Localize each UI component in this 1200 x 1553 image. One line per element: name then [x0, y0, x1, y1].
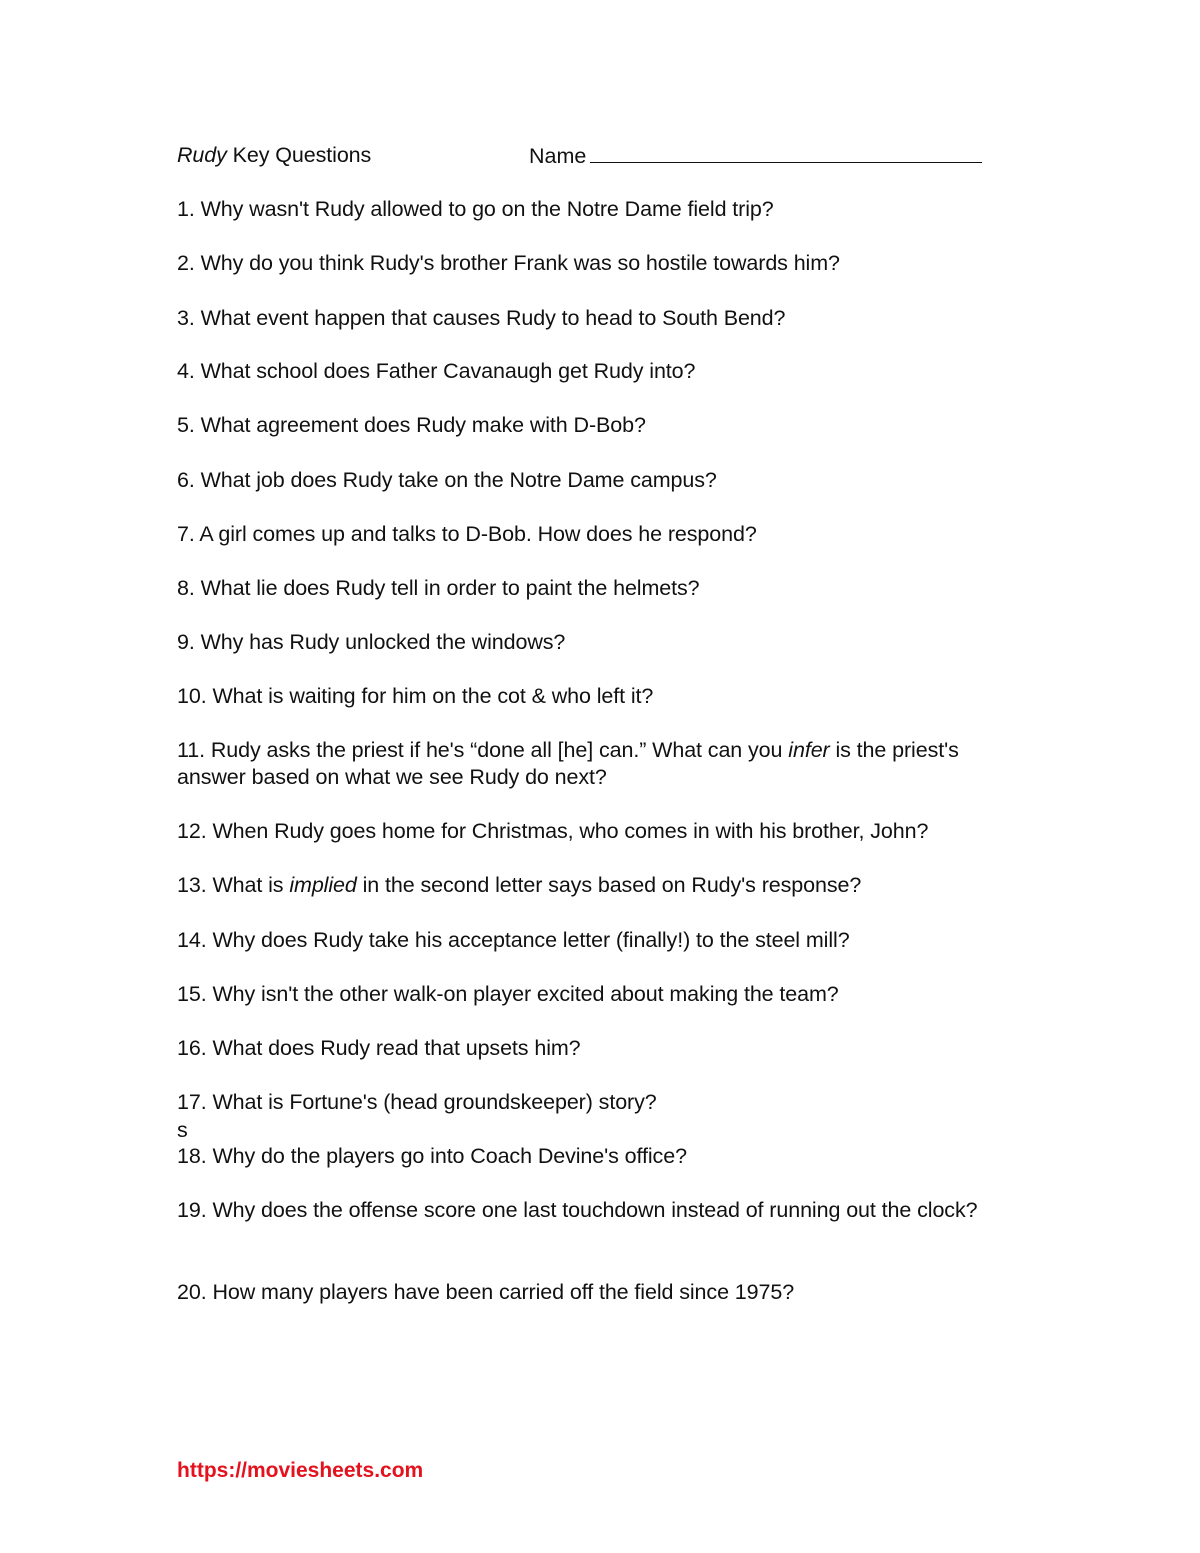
question-18: 18. Why do the players go into Coach Devine's office?: [177, 1144, 687, 1168]
question-13-post: in the second letter says based on Rudy's response?: [356, 873, 862, 897]
question-7: 7. A girl comes up and talks to D-Bob. How does he respond?: [177, 522, 757, 546]
name-field[interactable]: [529, 142, 982, 170]
question-19: 19. Why does the offense score one last touchdown instead of running out the clock?: [177, 1198, 978, 1222]
question-13-emphasis: implied: [289, 873, 357, 897]
question-10: 10. What is waiting for him on the cot & who left it?: [177, 684, 654, 708]
question-15: 15. Why isn't the other walk-on player excited about making the team?: [177, 982, 839, 1006]
footer-website-link[interactable]: https://moviesheets.com: [177, 1459, 424, 1482]
title-rest: Key Questions: [226, 143, 372, 167]
question-11: [177, 737, 1017, 791]
question-1: 1. Why wasn't Rudy allowed to go on the Notre Dame field trip?: [177, 197, 774, 221]
question-12: 12. When Rudy goes home for Christmas, who comes in with his brother, John?: [177, 819, 929, 843]
question-13: [177, 872, 861, 899]
question-6: 6. What job does Rudy take on the Notre Dame campus?: [177, 468, 717, 492]
question-8: 8. What lie does Rudy tell in order to paint the helmets?: [177, 576, 700, 600]
question-16: 16. What does Rudy read that upsets him?: [177, 1036, 581, 1060]
question-9: 9. Why has Rudy unlocked the windows?: [177, 630, 566, 654]
question-11-post: is the priest's answer based on what we see Rudy do next?: [177, 738, 959, 789]
stray-text: s: [177, 1118, 188, 1142]
worksheet-title: [177, 142, 371, 169]
title-italic: Rudy: [177, 143, 227, 167]
question-13-pre: 13. What is: [177, 873, 290, 897]
name-label: Name: [529, 144, 587, 168]
question-20: 20. How many players have been carried off the field since 1975?: [177, 1280, 795, 1304]
question-4: 4. What school does Father Cavanaugh get Rudy into?: [177, 359, 696, 383]
name-blank-line[interactable]: [590, 142, 982, 163]
question-11-pre: 11. Rudy asks the priest if he's “done all [he] can.” What can you: [177, 738, 789, 762]
question-17: 17. What is Fortune's (head groundskeeper) story?: [177, 1090, 657, 1114]
question-2: 2. Why do you think Rudy's brother Frank was so hostile towards him?: [177, 251, 840, 275]
question-3: 3. What event happen that causes Rudy to head to South Bend?: [177, 306, 786, 330]
question-11-emphasis: infer: [788, 738, 830, 762]
question-5: 5. What agreement does Rudy make with D-Bob?: [177, 413, 646, 437]
question-14: 14. Why does Rudy take his acceptance letter (finally!) to the steel mill?: [177, 928, 850, 952]
